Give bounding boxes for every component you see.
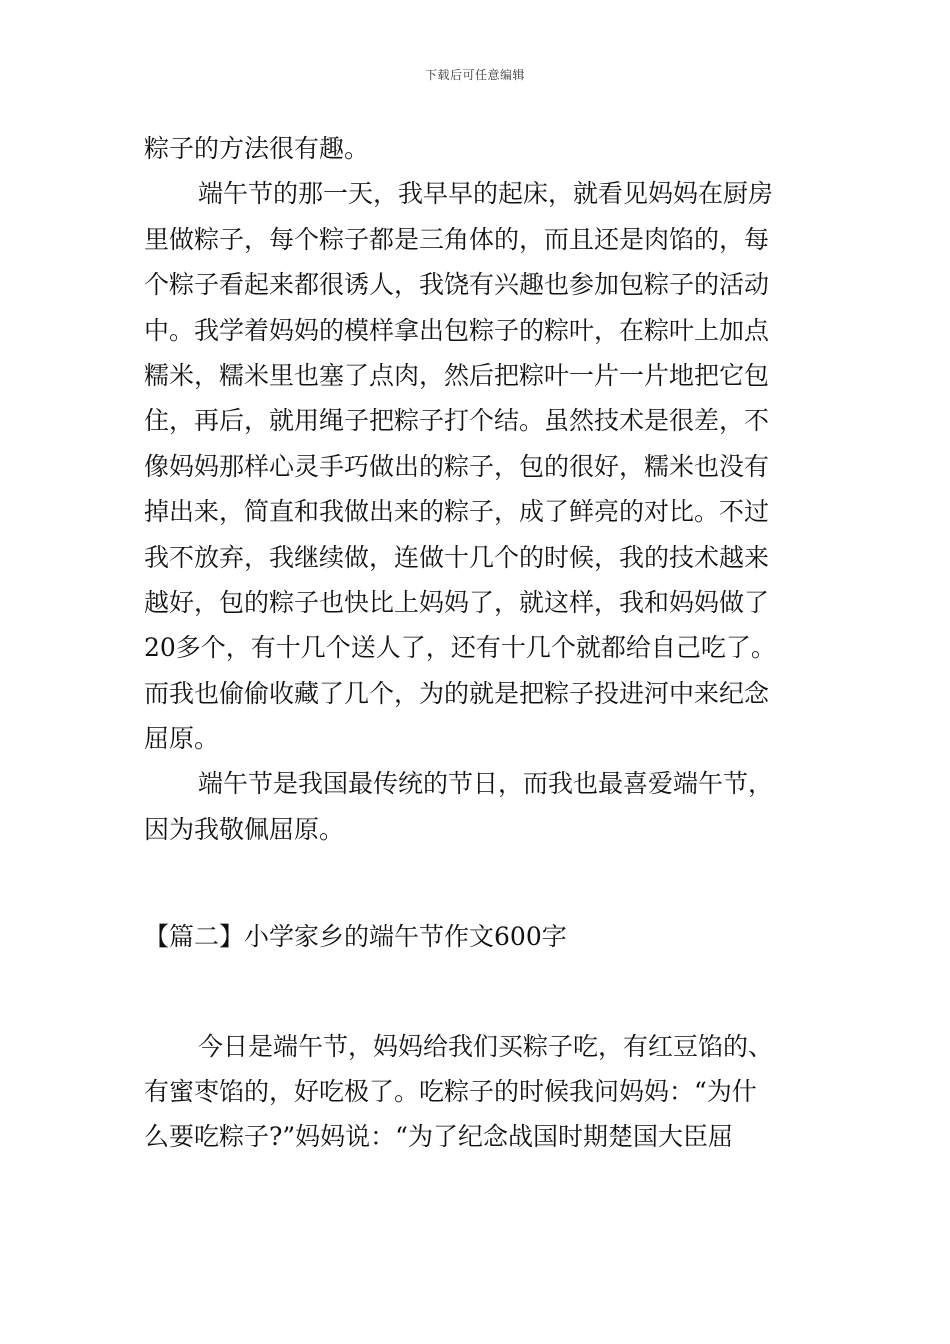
text-line: 像妈妈那样心灵手巧做出的粽子，包的很好，糯米也没有 bbox=[144, 451, 770, 481]
text-line: 糯米，糯米里也塞了点肉，然后把粽叶一片一片地把它包 bbox=[144, 360, 770, 390]
text-line: 住，再后，就用绳子把粽子打个结。虽然技术是很差，不 bbox=[144, 406, 770, 436]
text-line: 中。我学着妈妈的模样拿出包粽子的粽叶，在粽叶上加点 bbox=[144, 315, 770, 345]
text-line: 端午节的那一天，我早早的起床，就看见妈妈在厨房 bbox=[198, 179, 774, 209]
text-line: 20多个，有十几个送人了，还有十几个就都给自己吃了。 bbox=[144, 633, 776, 663]
spacer bbox=[144, 960, 808, 1024]
text-line: 粽子的方法很有趣。 bbox=[144, 134, 370, 163]
text-line: 个粽子看起来都很诱人，我饶有兴趣也参加包粽子的活动 bbox=[144, 270, 770, 300]
text-line: 里做粽子，每个粽子都是三角体的，而且还是肉馅的，每 bbox=[144, 224, 770, 254]
text-line: 掉出来，简直和我做出来的粽子，成了鲜亮的对比。不过 bbox=[144, 497, 770, 527]
paragraph bbox=[144, 126, 808, 171]
text-line: 越好，包的粽子也快比上妈妈了，就这样，我和妈妈做了 bbox=[144, 587, 770, 617]
text-line: 屈原。 bbox=[144, 724, 220, 754]
page-header: 下载后可任意编辑 bbox=[424, 68, 525, 82]
section-title: 【篇二】小学家乡的端午节作文600字 bbox=[144, 922, 567, 952]
spacer bbox=[144, 852, 808, 914]
text-line: 我不放弃，我继续做，连做十几个的时候，我的技术越来 bbox=[144, 542, 770, 572]
text-line: 端午节是我国最传统的节日，而我也最喜爱端午节， bbox=[198, 769, 774, 799]
paragraph bbox=[144, 761, 808, 852]
text-line: 有蜜枣馅的，好吃极了。吃粽子的时候我问妈妈：“为什 bbox=[144, 1077, 757, 1107]
text-line: 因为我敬佩屈原。 bbox=[144, 814, 345, 844]
document-body bbox=[144, 126, 808, 1160]
text-line: 么要吃粽子?”妈妈说：“为了纪念战国时期楚国大臣屈 bbox=[144, 1122, 733, 1152]
text-line: 今日是端午节，妈妈给我们买粽子吃，有红豆馅的、 bbox=[198, 1031, 774, 1061]
paragraph bbox=[144, 171, 808, 761]
text-line: 而我也偷偷收藏了几个，为的就是把粽子投进河中来纪念 bbox=[144, 678, 770, 708]
paragraph bbox=[144, 1024, 808, 1160]
